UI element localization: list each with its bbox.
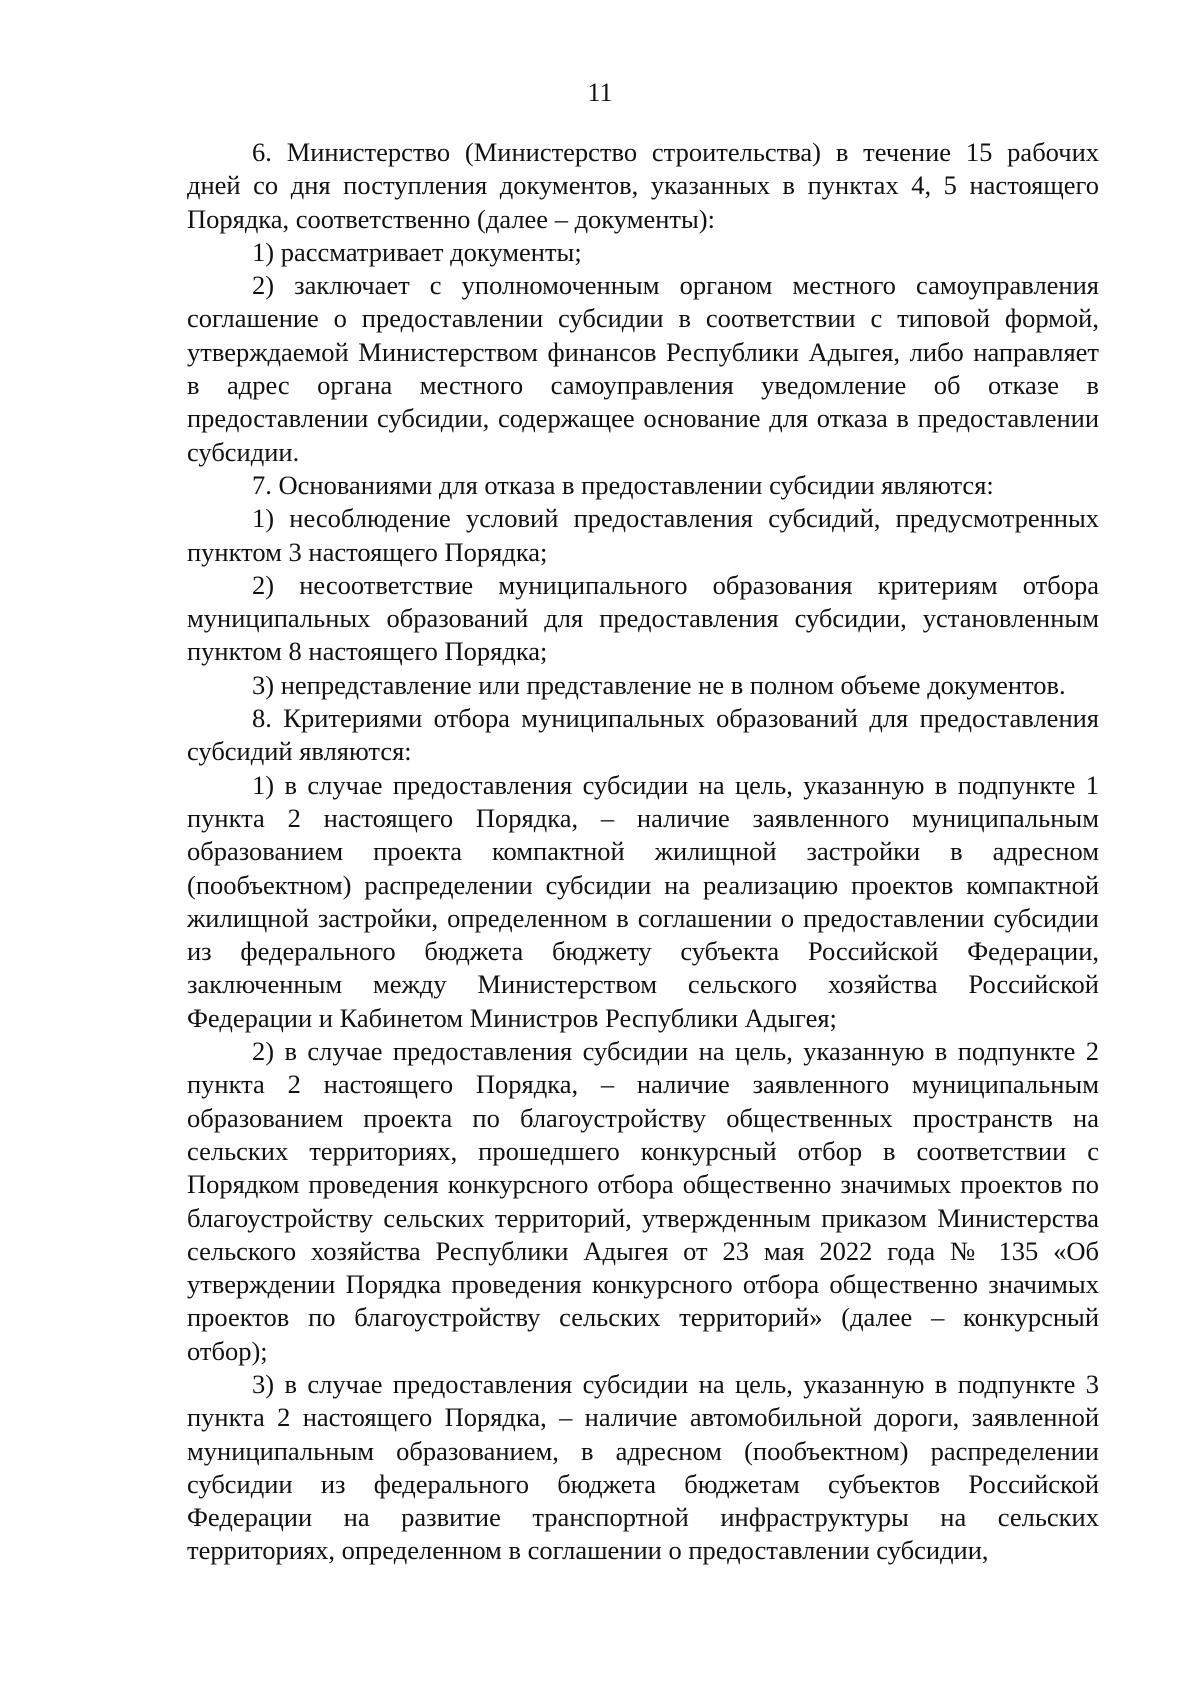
paragraph-8-item-2: 2) в случае предоставления субсидии на цель, указанную в подпункте 2 пункта 2 настоящего Порядка, – наличие заявленного муниципальным образованием проекта по благоустройству общественных пространств на сельских территориях, прошедшего конкурсный отбор в соответствии с Порядком проведения конкурсного отбора общественно значимых проектов по благоустройству сельских территорий, утвержденным приказом Министерства сельского хозяйства Республики Адыгея от 23 мая 2022 года № 135 «Об утверждении Порядка проведения конкурсного отбора общественно значимых проектов по благоустройству сельских территорий» (далее – конкурсный отбор); xyxy=(187,1036,1099,1366)
paragraph-6: 6. Министерство (Министерство строительства) в течение 15 рабочих дней со дня поступления документов, указанных в пунктах 4, 5 настоящего Порядка, соответственно (далее – документы): xyxy=(187,137,1099,234)
paragraph-6-item-1: 1) рассматривает документы; xyxy=(252,236,582,267)
paragraph-7-item-3: 3) непредставление или представление не в полном объеме документов. xyxy=(252,669,1066,700)
page-number: 11 xyxy=(587,78,613,107)
paragraph-7-item-1: 1) несоблюдение условий предоставления субсидий, предусмотренных пунктом 3 настоящего Порядка; xyxy=(187,503,1099,567)
paragraph-7: 7. Основаниями для отказа в предоставлении субсидии являются: xyxy=(252,469,994,500)
paragraph-8-item-3: 3) в случае предоставления субсидии на цель, указанную в подпункте 3 пункта 2 настоящего Порядка, – наличие автомобильной дороги, заявленной муниципальным образованием, в адресном (пообъектном) распределении субсидии из федерального бюджета бюджетам субъектов Российской Федерации на развитие транспортной инфраструктуры на сельских территориях, определенном в соглашении о предоставлении субсидии, xyxy=(187,1368,1099,1566)
paragraph-7-item-2: 2) несоответствие муниципального образования критериям отбора муниципальных образований для предоставления субсидии, установленным пунктом 8 настоящего Порядка; xyxy=(187,569,1099,667)
paragraph-8: 8. Критериями отбора муниципальных образований для предоставления субсидий являются: xyxy=(187,703,1099,767)
paragraph-6-item-2: 2) заключает с уполномоченным органом местного самоуправления соглашение о предоставлении субсидии в соответствии с типовой формой, утверждаемой Министерством финансов Республики Адыгея, либо направляет в адрес органа местного самоуправления уведомление об отказе в предоставлении субсидии, содержащее основание для отказа в предоставлении субсидии. xyxy=(187,270,1099,467)
paragraph-8-item-1: 1) в случае предоставления субсидии на цель, указанную в подпункте 1 пункта 2 настоящего Порядка, – наличие заявленного муниципальным образованием проекта компактной жилищной застройки в адресном (пообъектном) распределении субсидии на реализацию проектов компактной жилищной застройки, определенном в соглашении о предоставлении субсидии из федерального бюджета бюджету субъекта Российской Федерации, заключенным между Министерством сельского хозяйства Российской Федерации и Кабинетом Министров Республики Адыгея; xyxy=(187,769,1099,1033)
document-body xyxy=(187,136,1099,1568)
